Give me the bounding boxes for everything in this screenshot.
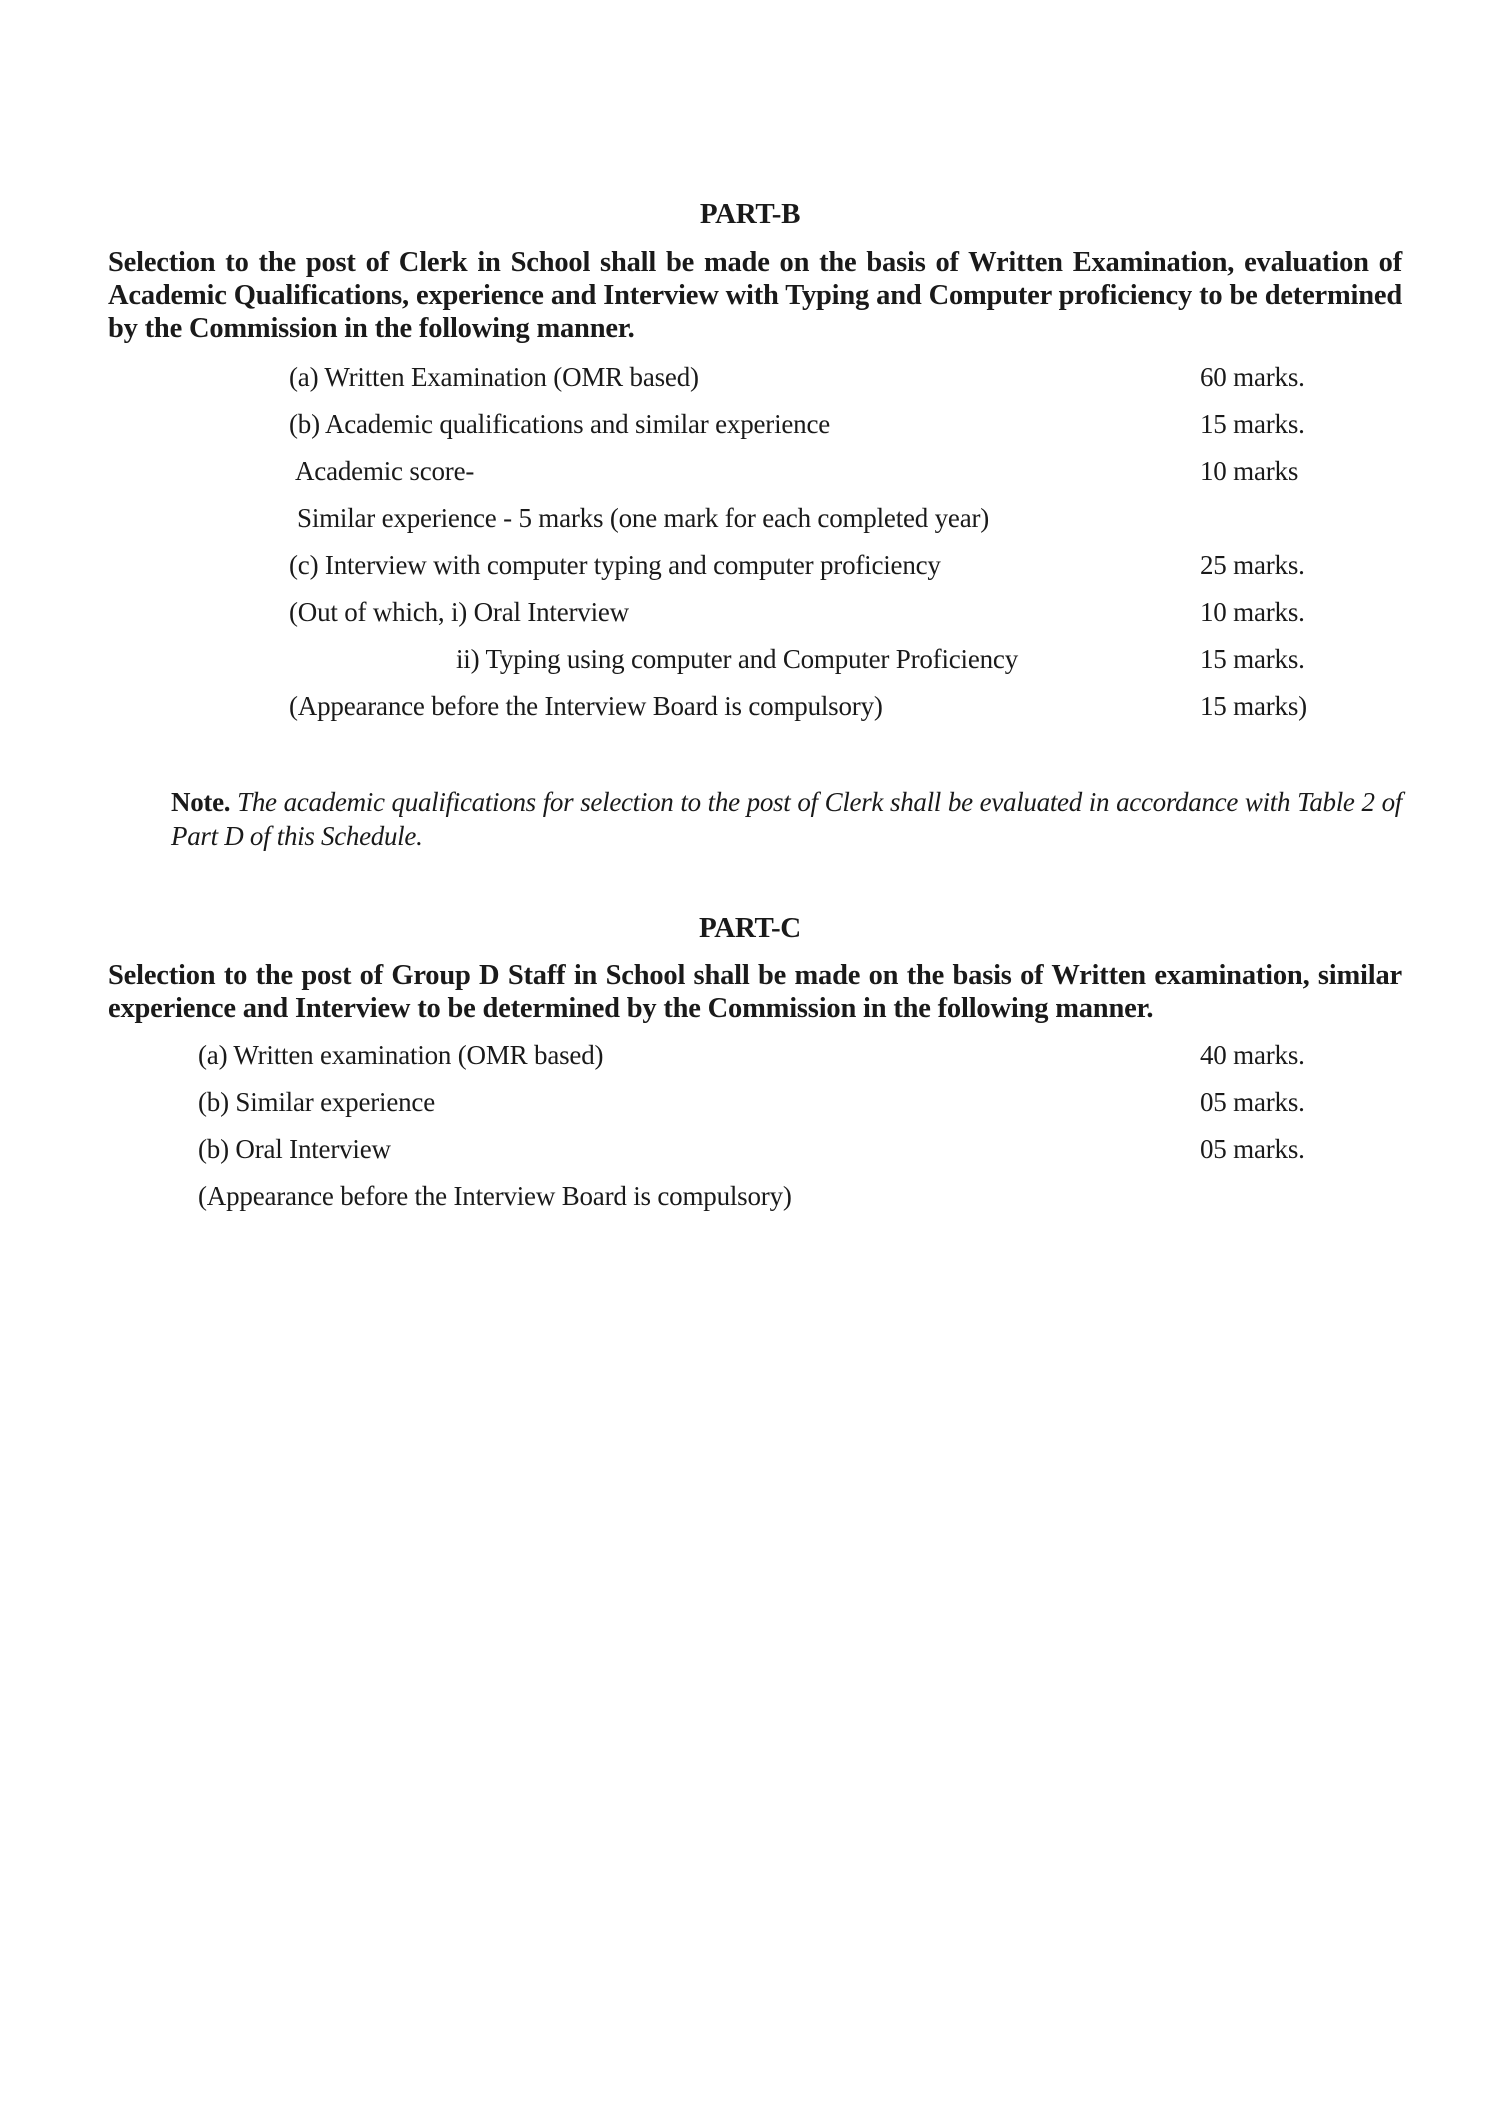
part-c-item-label: (a) Written examination (OMR based) [198, 1040, 604, 1070]
part-c-item-label: (Appearance before the Interview Board is compulsory) [198, 1181, 792, 1211]
part-c-item-marks: 40 marks. [1200, 1040, 1305, 1070]
part-b-item-marks: 15 marks. [1200, 644, 1305, 674]
part-c-item-label: (b) Similar experience [198, 1087, 435, 1117]
part-b-item-label: (a) Written Examination (OMR based) [289, 362, 699, 392]
part-b-item-marks: 15 marks) [1200, 691, 1307, 721]
part-c-intro: Selection to the post of Group D Staff in School shall be made on the basis of Written examination, similar experience and Interview to be determined by the Commission in the following manner. [108, 960, 1402, 1024]
part-b-item-label: (Appearance before the Interview Board is compulsory) [289, 691, 883, 721]
part-b-item-marks: 60 marks. [1200, 362, 1305, 392]
part-b-item-marks: 15 marks. [1200, 409, 1305, 439]
part-b-heading: PART-B [699, 198, 801, 230]
part-b-item-marks: 25 marks. [1200, 550, 1305, 580]
part-b-note [171, 785, 1402, 853]
part-b-item-marks: 10 marks. [1200, 597, 1305, 627]
part-b-item-label: Similar experience - 5 marks (one mark for each completed year) [297, 503, 990, 533]
part-c-item-label: (b) Oral Interview [198, 1134, 391, 1164]
part-b-item-label: (b) Academic qualifications and similar experience [289, 409, 831, 439]
part-b-item-label: ii) Typing using computer and Computer Proficiency [456, 644, 1019, 674]
note-label: Note. [171, 787, 231, 817]
part-c-item-marks: 05 marks. [1200, 1087, 1305, 1117]
part-b-item-label: Academic score- [295, 456, 475, 486]
note-text: The academic qualifications for selection to the post of Clerk shall be evaluated in accordance with Table 2 of Part D of this Schedule. [171, 787, 1402, 851]
part-c-heading: PART-C [699, 912, 801, 944]
part-b-item-marks: 10 marks [1200, 456, 1299, 486]
part-b-intro: Selection to the post of Clerk in School shall be made on the basis of Written Examination, evaluation of Academic Qualifications, experience and Interview with Typing and Computer proficiency to be determined by the Commission in the following manner. [108, 247, 1402, 344]
part-b-item-label: (Out of which, i) Oral Interview [289, 597, 629, 627]
part-b-item-label: (c) Interview with computer typing and computer proficiency [289, 550, 941, 580]
part-c-item-marks: 05 marks. [1200, 1134, 1305, 1164]
